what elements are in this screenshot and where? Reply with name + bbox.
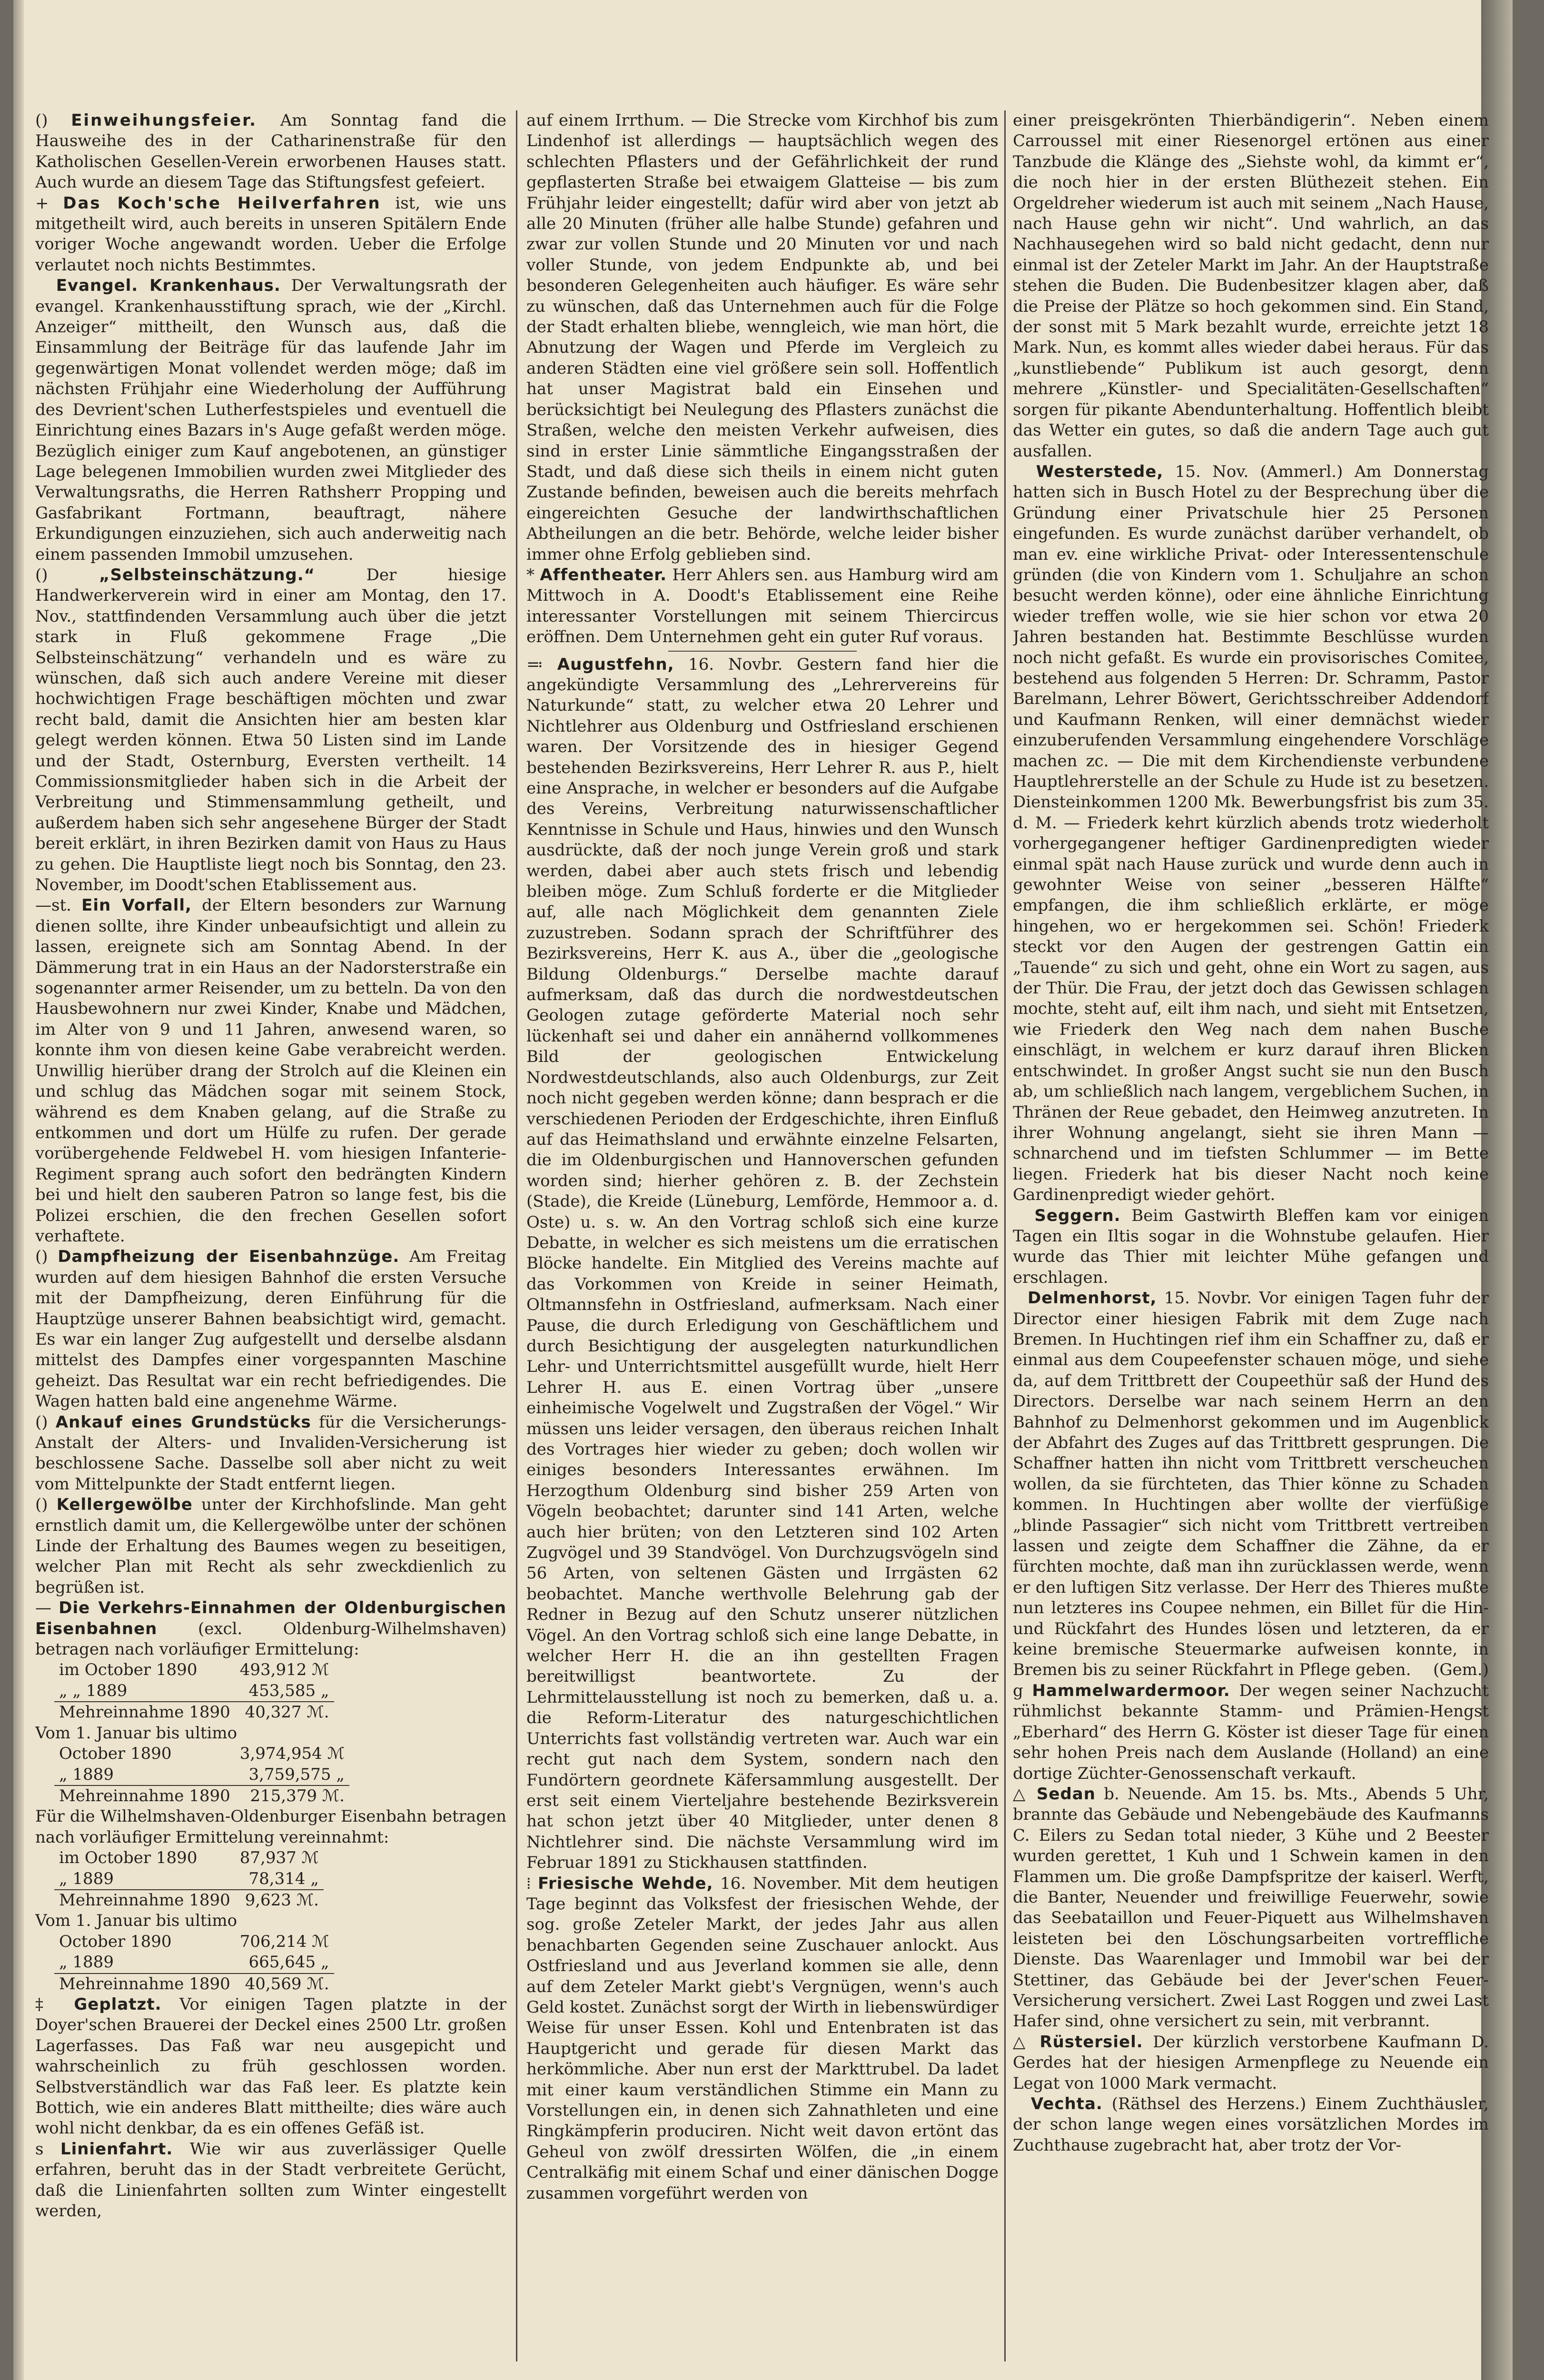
table-row: [54, 1869, 324, 1890]
article-augustfehn: ≕ Augustfehn, 16. Novbr. Gestern fand hier die angekündigte Versammlung des „Lehrervereins für Naturkunde“ statt, zu welcher etwa 20 Lehrer und Nichtlehrer aus Oldenburg und Ostfriesland erschienen waren. Der Vorsitzende des in hiesiger Gegend bestehenden Bezirksvereins, Herr Lehrer R. aus P., hielt eine Ansprache, in welcher er besonders auf die Aufgabe des Vereins, Verbreitung naturwissenschaftlicher Kenntnisse in Schule und Haus, hinwies und den Wunsch ausdrückte, daß der noch junge Verein groß und stark werden, dabei aber auch stets frisch und lebendig bleiben möge. Zum Schluß forderte er die Mitglieder auf, alle nach Möglichkeit dem genannten Ziele zuzustreben. Sodann sprach der Schriftführer des Bezirksvereins, Herr K. aus A., über die „geologische Bildung Oldenburgs.“ Derselbe machte darauf aufmerksam, daß das durch die nordwestdeutschen Geologen zutage geförderte Material noch sehr lückenhaft sei und daher ein annähernd vollkommenes Bild der geologischen Entwickelung Nordwestdeutschlands, also auch Oldenburgs, zur Zeit noch nicht gegeben werden könne; dann besprach er die verschiedenen Perioden der Erdgeschichte, ihren Einfluß auf das Heimathsland und erwähnte einzelne Felsarten, die im Oldenburgischen und Hannoverschen gefunden worden sind; hierher gehören z. B. der Zechstein (Stade), die Kreide (Lüneburg, Lemförde, Hemmoor a. d. Oste) u. s. w. An den Vortrag schloß sich eine kurze Debatte, in welcher es sich meistens um die erratischen Blöcke handelte. Ein Mitglied des Vereins machte auf das Vorkommen von Kreide in seiner Heimath, Oltmannsfehn in Ostfriesland, aufmerksam. Nach einer Pause, die durch Erledigung von Geschäftlichem und durch Besichtigung der ausgelegten naturkundlichen Lehr- und Unterrichtsmittel ausgefüllt wurde, hielt Herr Lehrer H. aus E. einen Vortrag über „unsere einheimische Vogelwelt und Zugstraßen der Vögel.“ Wir müssen uns leider versagen, den überaus reichen Inhalt des Vortrages hier wieder zu geben; doch wollen wir einiges besonders Interessantes erwähnen. Im Herzogthum Oldenburg sind bisher 259 Arten von Vögeln beobachtet; darunter sind 141 Arten, welche auch hier brüten; von den Letzteren sind 102 Arten Zugvögel und 39 Standvögel. Von Durchzugsvögeln sind 56 Arten, von seltenen Gästen und Irrgästen 62 beobachtet. Manche werthvolle Belehrung gab der Redner in Bezug auf den Schutz unserer nützlichen Vögel. An den Vortrag schloß sich eine lange Debatte, in welcher Herr H. die an ihn gestellten Fragen bereitwilligst beantwortete. Zu der Lehrmittelausstellung ist noch zu bemerken, daß u. a. die Reform-Literatur des naturgeschichtlichen Unterrichts fast vollständig vertreten war. Auch war ein recht gut nach dem System, sondern nach den Fundörtern geordnete Käfersammlung ausgestellt. Der erst seit einem Vierteljahre bestehende Bezirksverein hat schon jetzt über 40 Mitglieder, unter denen 8 Nichtlehrer sind. Die nächste Versammlung wird im Februar 1891 zu Stickhausen stattfinden.: [526, 654, 999, 1873]
article-heading: Evangel. Krankenhaus.: [56, 276, 281, 296]
column-rule-2: [1004, 110, 1006, 2361]
table-row: [54, 1744, 349, 1764]
article-heilverfahren: + Das Koch'sche Heilverfahren ist, wie uns mitgetheilt wird, auch bereits in unseren Spitälern Ende voriger Woche angewandt worden. Ueber die Erfolge verlautet noch nichts Bestimmtes.: [35, 193, 506, 275]
table-row: [54, 1660, 334, 1680]
section-divider: [668, 651, 857, 652]
article-geplatzt: ‡ Geplatzt. Vor einigen Tagen platzte in der Doyer'schen Brauerei der Deckel eines 2500 Ltr. großen Lagerfasses. Das Faß war neu ausgepicht und wahrscheinlich zu früh geschlossen worden. Selbstverständlich war das Faß leer. Es platzte kein Bottich, wie ein anderes Blatt mittheilte; dies wäre auch wohl nicht denkbar, da es ein offenes Gefäß ist.: [35, 1994, 506, 2138]
article-heading: Westerstede,: [1036, 462, 1164, 481]
table-row: [54, 1952, 334, 1973]
table-cell-value: 40,327 ℳ.: [235, 1702, 334, 1723]
article-text: (Räthsel des Herzens.) Einem Zuchthäusler, der schon lange wegen eines vorsätzlichen Mordes im Zuchthause zugebracht hat, aber trotz der Vor-: [1013, 2094, 1489, 2155]
article-heading: Augustfehn,: [557, 654, 674, 674]
table-cell-label: Mehreinnahme 1890: [54, 1890, 235, 1911]
table-cell-value: 87,937 ℳ: [239, 1848, 319, 1868]
table-cell-value: 665,645 „: [248, 1953, 329, 1972]
article-verkehrseinnahmen: — Die Verkehrs-Einnahmen der Oldenburgischen Eisenbahnen (excl. Oldenburg-Wilhelmshaven) betragen nach vorläufiger Ermittelung:: [35, 1598, 506, 1659]
table-cell-label: im October 1890: [59, 1848, 198, 1868]
article-heading: Sedan: [1036, 1784, 1096, 1804]
article-text: Für die Wilhelmshaven-Oldenburger Eisenbahn betragen nach vorläufiger Ermittelung vereinnahmt:: [35, 1807, 506, 1847]
article-heading: Geplatzt.: [74, 1994, 162, 2014]
article-text: Am Sonntag fand die Hausweihe des in der Catharinenstraße für den Katholischen Gesellen-Verein erworbenen Hauses statt. Auch wurde an diesem Tage das Stiftungsfest gefeiert.: [35, 111, 506, 192]
article-einweihungsfeier: () Einweihungsfeier. Am Sonntag fand die Hausweihe des in der Catharinenstraße für den Katholischen Gesellen-Verein erworbenen Hauses statt. Auch wurde an diesem Tage das Stiftungsfest gefeiert.: [35, 111, 506, 192]
article-text: 16. November. Mit dem heutigen Tage beginnt das Volksfest der friesischen Wehde, der sog. große Zeteler Markt, der jedes Jahr aus allen benachbarten Gegenden seine Zuschauer anlockt. Aus Ostfriesland und aus Jeverland kommen sie alle, denn auf dem Zeteler Markt giebt's Vergnügen, wenn's auch Geld kostet. Zunächst sorgt der Wirth in liebenswürdiger Weise für unser Essen. Kohl und Entenbraten ist das Hauptgericht und gerade für diesen Markt das herkömmliche. Aber nun erst der Markttrubel. Da ladet mit einer kaum verständlichen Stimme ein Mann zu Vorstellungen ein, in denen sich Zahnathleten und eine Ringkämpferin produciren. Nicht weit davon ertönt das Geheul von zwölf dressirten Wölfen, die „in einem Centralkäfig mit einem Schaf und einer dänischen Dogge zusammen vorgeführt werden von: [526, 1874, 999, 2203]
table-intro: Vom 1. Januar bis ultimo: [35, 1723, 238, 1743]
table-cell-label: „ 1889: [59, 1765, 114, 1784]
column-3: [1013, 110, 1489, 2371]
table-row-sum: [54, 1785, 349, 1806]
table-cell-value: 453,585 „: [248, 1681, 329, 1700]
article-linienfahrt: s Linienfahrt. Wie wir aus zuverlässiger Quelle erfahren, beruht das in der Stadt verbreitete Gerücht, daß die Linienfahrten sollten zum Winter eingestellt werden,: [35, 2139, 506, 2221]
article-text-continued: einer preisgekrönten Thierbändigerin“. Neben einem Carroussel mit einer Riesenorgel ertönen aus einer Tanzbude die Klänge des „Siehste wohl, da kimmt er“, die noch hier in der ersten Blüthezeit stehen. Ein Orgeldreher wiederum ist auch mit seinem „Nach Hause, nach Hause gehn wir nicht“. Und wahrlich, an das Nachhausegehen wird so bald nicht gedacht, denn nur einmal ist der Zeteler Markt im Jahr. An der Hauptstraße stehen die Buden. Die Budenbesitzer klagen aber, daß die Preise der Plätze so hoch gekommen sind. Ein Stand, der sonst mit 5 Mark bezahlt wurde, erreichte jetzt 18 Mark. Nun, es kommt alles wieder dabei heraus. Für das „kunstliebende“ Publikum ist auch gesorgt, denn mehrere „Künstler- und Specialitäten-Gesellschaften“ sorgen für pikante Abendunterhaltung. Hoffentlich bleibt das Wetter ein gutes, so daß die andern Tage auch gut ausfallen.: [1013, 111, 1489, 461]
article-text: Wie wir aus zuverlässiger Quelle erfahren, beruht das in der Stadt verbreitete Gerücht, daß die Linienfahrten sollten zum Winter eingestellt werden,: [35, 2139, 506, 2221]
article-heading: Einweihungsfeier.: [71, 111, 257, 130]
column-2: [526, 110, 999, 2371]
article-text: Herr Ahlers sen. aus Hamburg wird am Mittwoch in A. Doodt's Etablissement eine Reihe interessanter Vorstellungen mit seinem Thiercircus eröffnen. Dem Unternehmen geht ein guter Ruf voraus.: [526, 565, 999, 647]
article-vorfall: —st. Ein Vorfall, der Eltern besonders zur Warnung dienen sollte, ihre Kinder unbeaufsichtigt und allein zu lassen, ereignete sich am Sonntag Abend. In der Dämmerung trat in ein Haus an der Nadorsterstraße ein sogenannter armer Reisender, um zu betteln. Da von den Hausbewohnern nur zwei Kinder, Knabe und Mädchen, im Alter von 9 und 11 Jahren, anwesend waren, so konnte ihm von diesen keine Gabe verabreicht werden. Unwillig hierüber drang der Strolch auf die Kleinen ein und schlug das Mädchen sogar mit seinem Stock, während es dem Knaben gelang, auf die Straße zu entkommen und dort um Hülfe zu rufen. Der gerade vorübergehende Feldwebel H. vom hiesigen Infanterie-Regiment sprang auch sofort den bedrängten Kindern bei und hielt den sauberen Patron so lange fest, bis die Polizei erschien, die den frechen Gesellen sofort verhaftete.: [35, 896, 506, 1246]
table-row: [54, 1765, 349, 1785]
table-row-sum: [54, 1702, 334, 1723]
article-heading: Kellergewölbe: [56, 1495, 193, 1515]
article-heading: Hammelwardermoor.: [1032, 1681, 1230, 1700]
article-ruestersiel: △ Rüstersiel. Der kürzlich verstorbene Kaufmann D. Gerdes hat der hiesigen Armenpflege zu Neuende ein Legat von 1000 Mark vermacht.: [1013, 2032, 1489, 2093]
table-cell-label: Mehreinnahme 1890: [54, 1973, 235, 1994]
article-text: ist, wie uns mitgetheilt wird, auch bereits in unseren Spitälern Ende voriger Woche angewandt worden. Ueber die Erfolge verlautet noch nichts Bestimmtes.: [35, 193, 506, 275]
table-row: [54, 1681, 334, 1702]
article-text: (excl. Oldenburg-Wilhelmshaven) betragen nach vorläufiger Ermittelung:: [35, 1619, 506, 1659]
article-text-continued: auf einem Irrthum. — Die Strecke vom Kirchhof bis zum Lindenhof ist allerdings — hauptsächlich wegen des schlechten Pflasters und der Gefährlichkeit der rund gepflasterten Straße bei etwaigem Glatteise — bis zum Frühjahr leider eingestellt; dafür wird aber von jetzt ab alle 20 Minuten (früher alle halbe Stunde) gefahren und zwar zur vollen Stunde und 20 Minuten vor und nach voller Stunde, von jedem Endpunkte ab, und bei besonderen Gelegenheiten auch häufiger. Es wäre sehr zu wünschen, daß das Unternehmen auch für die Folge der Stadt erhalten bliebe, wenngleich, wie man hört, die Abnutzung der Wagen und Pferde im Vergleich zu anderen Städten eine viel größere sein soll. Hoffentlich hat unser Magistrat bald ein Einsehen und berücksichtigt bei Neulegung des Pflasters zunächst die Straßen, welche den meisten Verkehr aufweisen, dies sind in erster Linie sämmtliche Eingangsstraßen der Stadt, und daß diese sich theils in einem nicht guten Zustande befinden, beweisen auch die bereits mehrfach eingereichten Gesuche der landwirthschaftlichen Abtheilungen an die betr. Behörde, welche leider bisher immer ohne Erfolg geblieben sind.: [526, 111, 999, 564]
table-cell-value: 9,623 ℳ.: [235, 1890, 324, 1911]
table-cell-value: 215,379 ℳ.: [235, 1785, 349, 1806]
article-friesische-wehde: ⁞ Friesische Wehde, 16. November. Mit dem heutigen Tage beginnt das Volksfest der friesischen Wehde, der sog. große Zeteler Markt, der jedes Jahr aus allen benachbarten Gegenden seine Zuschauer anlockt. Aus Ostfriesland und aus Jeverland kommen sie alle, denn auf dem Zeteler Markt giebt's Vergnügen, wenn's auch Geld kostet. Zunächst sorgt der Wirth in liebenswürdiger Weise für unser Essen. Kohl und Entenbraten ist das Hauptgericht und gerade für diesen Markt das herkömmliche. Aber nun erst der Markttrubel. Da ladet mit einer kaum verständlichen Stimme ein Mann zu Vorstellungen ein, in denen sich Zahnathleten und eine Ringkämpferin produciren. Nicht weit davon ertönt das Geheul von zwölf dressirten Wölfen, die „in einem Centralkäfig mit einem Schaf und einer dänischen Dogge zusammen vorgeführt werden von: [526, 1874, 999, 2203]
table-cell-value: 493,912 ℳ: [239, 1660, 329, 1680]
article-kellergewoelbe: () Kellergewölbe unter der Kirchhofslinde. Man geht ernstlich damit um, die Kellergewölbe unter der schönen Linde der Erhaltung des Baumes wegen zu beseitigen, welcher Plan mit Recht als sehr zweckdienlich zu begrüßen ist.: [35, 1495, 506, 1597]
article-heading: Rüstersiel.: [1039, 2032, 1143, 2052]
article-heading: Linienfahrt.: [60, 2139, 173, 2159]
article-text: 16. Novbr. Gestern fand hier die angekündigte Versammlung des „Lehrervereins für Naturkunde“ statt, zu welcher etwa 20 Lehrer und Nichtlehrer aus Oldenburg und Ostfriesland erschienen waren. Der Vorsitzende des in hiesiger Gegend bestehenden Bezirksvereins, Herr Lehrer R. aus P., hielt eine Ansprache, in welcher er besonders auf die Aufgabe des Vereins, Verbreitung naturwissenschaftlicher Kenntnisse in Schule und Haus, hinwies und den Wunsch ausdrückte, daß der noch junge Verein groß und stark werden, dabei aber auch stets frisch und lebendig bleiben möge. Zum Schluß forderte er die Mitglieder auf, alle nach Möglichkeit dem genannten Ziele zuzustreben. Sodann sprach der Schriftführer des Bezirksvereins, Herr K. aus A., über die „geologische Bildung Oldenburgs.“ Derselbe machte darauf aufmerksam, daß das durch die nordwestdeutschen Geologen zutage geförderte Material noch sehr lückenhaft sei und daher ein annähernd vollkommenes Bild der geologischen Entwickelung Nordwestdeutschlands, also auch Oldenburgs, zur Zeit noch nicht gegeben werden könne; dann besprach er die verschiedenen Perioden der Erdgeschichte, ihren Einfluß auf das Heimathsland und erwähnte einzelne Felsarten, die im Oldenburgischen und Hannoverschen gefunden worden sind; hierher gehören z. B. der Zechstein (Stade), die Kreide (Lüneburg, Lemförde, Hemmoor a. d. Oste) u. s. w. An den Vortrag schloß sich eine kurze Debatte, in welcher es sich meistens um die erratischen Blöcke handelte. Ein Mitglied des Vereins machte auf das Vorkommen von Kreide in seiner Heimath, Oltmannsfehn in Ostfriesland, aufmerksam. Nach einer Pause, die durch Erledigung von Geschäftlichem und durch Besichtigung der ausgelegten naturkundlichen Lehr- und Unterrichtsmittel ausgefüllt wurde, hielt Herr Lehrer H. aus E. einen Vortrag über „unsere einheimische Vogelwelt und Zugstraßen der Vögel.“ Wir müssen uns leider versagen, den überaus reichen Inhalt des Vortrages hier wieder zu geben; doch wollen wir einiges besonders Interessantes erwähnen. Im Herzogthum Oldenburg sind bisher 259 Arten von Vögeln beobachtet; darunter sind 141 Arten, welche auch hier brüten; von den Letzteren sind 102 Arten Zugvögel und 39 Standvögel. Von Durchzugsvögeln sind 56 Arten, von seltenen Gästen und Irrgästen 62 beobachtet. Manche werthvolle Belehrung gab der Redner in Bezug auf den Schutz unserer nützlichen Vögel. An den Vortrag schloß sich eine lange Debatte, in welcher Herr H. die an ihn gestellten Fragen bereitwilligst beantwortete. Zu der Lehrmittelausstellung ist noch zu bemerken, daß u. a. die Reform-Literatur des naturgeschichtlichen Unterrichts fast vollständig vertreten war. Auch war ein recht gut nach dem System, sondern nach den Fundörtern geordnete Käfersammlung ausgestellt. Der erst seit einem Vierteljahre bestehende Bezirksverein hat schon jetzt über 40 Mitglieder, unter denen 8 Nichtlehrer sind. Die nächste Versammlung wird im Februar 1891 zu Stickhausen stattfinden.: [526, 654, 999, 1873]
article-source: (Gem.): [1433, 1660, 1489, 1680]
article-westerstede: [1013, 462, 1489, 1206]
article-grundstueck: () Ankauf eines Grundstücks für die Versicherungs-Anstalt der Alters- und Invaliden-Versicherung ist beschlossene Sache. Dasselbe soll aber nicht zu weit vom Mittelpunkte der Stadt entfernt liegen.: [35, 1412, 506, 1494]
article-heading: Affentheater.: [540, 565, 667, 585]
table-cell-label: „ 1889: [59, 1953, 114, 1972]
table-cell-label: Mehreinnahme 1890: [54, 1785, 235, 1806]
article-text: Am Freitag wurden auf dem hiesigen Bahnhof die ersten Versuche mit der Dampfheizung, deren Einführung für die Hauptzüge unserer Bahnen beabsichtigt wird, gemacht. Es war ein langer Zug aufgestellt und derselbe alsdann mittelst des Dampfes einer vorgespannten Maschine geheizt. Das Resultat war ein recht befriedigendes. Die Wagen hatten bald eine angenehme Wärme.: [35, 1247, 506, 1411]
article-krankenhaus: [35, 276, 506, 565]
column-1: [35, 110, 506, 2371]
table-cell-value: 78,314 „: [248, 1869, 319, 1888]
article-text: Der Verwaltungsrath der evangel. Krankenhausstiftung sprach, wie der „Kirchl. Anzeiger“ mittheilt, den Wunsch aus, daß die Einsammlung der Beiträge für das laufende Jahr im gegenwärtigen Monat vollendet werden möge; daß im nächsten Frühjahr eine Wiederholung der Aufführung des Devrient'schen Lutherfestspieles und eventuell die Einrichtung eines Bazars in's Auge gefaßt werden möge. Bezüglich einiger zum Kauf angebotenen, an günstiger Lage belegenen Immobilien wurden zwei Mitglieder des Verwaltungsraths, die Herren Rathsherr Propping und Gasfabrikant Fortmann, beauftragt, nähere Erkundigungen einzuziehen, sich auch anderweitig nach einem passenden Immobil umzusehen.: [35, 276, 506, 564]
article-heading: Das Koch'sche Heilverfahren: [63, 193, 381, 213]
article-heading: „Selbsteinschätzung.“: [99, 565, 316, 585]
revenue-table-4: [54, 1932, 334, 1994]
column-rule-1: [516, 110, 517, 2361]
revenue-table-2: [54, 1744, 349, 1806]
article-text: unter der Kirchhofslinde. Man geht ernstlich damit um, die Kellergewölbe unter der schönen Linde der Erhaltung des Baumes wegen zu beseitigen, welcher Plan mit Recht als sehr zweckdienlich zu begrüßen ist.: [35, 1495, 506, 1597]
article-delmenhorst: [1013, 1288, 1489, 1681]
table-row-sum: [54, 1890, 324, 1911]
table-row: [54, 1848, 324, 1868]
table-cell-label: October 1890: [59, 1744, 172, 1764]
table-cell-value: 3,974,954 ℳ: [239, 1744, 345, 1764]
article-text: 15. Nov. (Ammerl.) Am Donnerstag hatten sich in Busch Hotel zu der Besprechung über die Gründung einer Privatschule hier 25 Personen eingefunden. Es wurde zunächst darüber verhandelt, ob man ev. eine wirkliche Privat- oder Interessentenschule gründen (die von Kindern vom 1. Schuljahre an schon besucht werden könne), oder eine ähnliche Einrichtung wieder treffen wolle, wie sie hier schon vor etwa 20 Jahren bestanden hat. Bestimmte Beschlüsse wurden noch nicht gefaßt. Es wurde ein provisorisches Comitee, bestehend aus folgenden 5 Herren: Dr. Schramm, Pastor Barelmann, Lehrer Böwert, Gerichtsschreiber Addendorf und Kaufmann Renken, will einer demnächst wieder einzuberufenden Versammlung eingehendere Vorschläge machen zc. — Die mit dem Kirchendienste verbundene Hauptlehrerstelle an der Schule zu Hude ist zu besetzen. Diensteinkommen 1200 Mk. Bewerbungsfrist bis zum 35. d. M. — Friederk kehrt kürzlich abends trotz wiederholt vorhergegangener heftiger Gardinenpredigten wieder einmal spät nach Hause zurück und wurde denn auch in gewohnter Weise von seiner „besseren Hälfte“ empfangen, die ihm schließlich erklärte, er möge hingehen, wo er hergekommen sei. Schön! Friederk steckt vor den Augen der gestrengen Gattin ein „Tauende“ zu sich und geht, ohne ein Wort zu sagen, aus der Thür. Die Frau, der jetzt doch das Gewissen schlagen mochte, steht auf, eilt ihm nach, und sieht mit Entsetzen, wie Friederk den Weg nach dem nahen Busche einschlägt, in welchem er kurz darauf ihren Blicken entschwindet. In großer Angst sucht sie nun den Busch ab, um schließlich nach langem, vergeblichem Suchen, in Thränen der Reue gebadet, den Heimweg anzutreten. In ihrer Wohnung angelangt, sieht sie ihren Mann — schnarchend und im tiefsten Schlummer — im Bette liegen. Friederk hat bis dieser Nacht noch keine Gardinenpredigt wieder gehört.: [1013, 462, 1489, 1205]
article-heading: Vechta.: [1030, 2094, 1103, 2113]
article-heading: Ein Vorfall,: [81, 896, 192, 915]
article-text: Der wegen seiner Nachzucht rühmlichst bekannte Stamm- und Prämien-Hengst „Eberhard“ des Herrn G. Köster ist dieser Tage für einen sehr hohen Preis nach dem Auslande (Holland) an eine dortige Züchter-Genossenschaft verkauft.: [1013, 1681, 1489, 1783]
article-vechta: [1013, 2094, 1489, 2156]
article-heading: Seggern.: [1034, 1206, 1121, 1225]
revenue-table-3: [54, 1848, 324, 1911]
table-cell-value: 706,214 ℳ: [239, 1932, 329, 1951]
revenue-table-1: [54, 1660, 334, 1723]
page-fold: [13, 0, 24, 2380]
article-text: b. Neuende. Am 15. bs. Mts., Abends 5 Uhr, brannte das Gebäude und Nebengebäude des Kaufmanns C. Eilers zu Sedan total nieder, 3 Kühe und 2 Beester wurden gerettet, 1 Kuh und 1 Schwein kamen in den Flammen um. Die große Dampfspritze der kaiserl. Werft, die Banter, Neuender und freiwillige Feuerwehr, sowie das Seebataillon und Feuer-Piquett aus Wilhelmshaven leisteten bei den Löschungsarbeiten vortreffliche Dienste. Das Waarenlager und Immobil war bei der Stettiner, das Gebäude bei der Jever'schen Feuer-Versicherung versichert. Zwei Last Roggen und zwei Last Hafer sind, ohne versichert zu sein, mit verbrannt.: [1013, 1784, 1489, 2031]
table-cell-value: 3,759,575 „: [248, 1765, 345, 1784]
article-seggern: [1013, 1206, 1489, 1289]
article-affentheater: * Affentheater. Herr Ahlers sen. aus Hamburg wird am Mittwoch in A. Doodt's Etablissement eine Reihe interessanter Vorstellungen mit seinem Thiercircus eröffnen. Dem Unternehmen geht ein guter Ruf voraus.: [526, 565, 999, 647]
article-heading: Delmenhorst,: [1028, 1289, 1157, 1308]
table-row-sum: [54, 1973, 334, 1994]
article-heading: Dampfheizung der Eisenbahnzüge.: [58, 1247, 400, 1267]
newspaper-page: [13, 0, 1513, 2380]
article-text: für die Versicherungs-Anstalt der Alters- und Invaliden-Versicherung ist beschlossene Sache. Dasselbe soll aber nicht zu weit vom Mittelpunkte der Stadt entfernt liegen.: [35, 1412, 506, 1494]
table-cell-label: „ „ 1889: [59, 1681, 128, 1700]
article-text: Beim Gastwirth Bleffen kam vor einigen Tagen ein Iltis sogar in die Wohnstube gelaufen. Hier wurde das Thier mit leichter Mühe gefangen und erschlagen.: [1013, 1206, 1489, 1287]
article-dampfheizung: () Dampfheizung der Eisenbahnzüge. Am Freitag wurden auf dem hiesigen Bahnhof die ersten Versuche mit der Dampfheizung, deren Einführung für die Hauptzüge unserer Bahnen beabsichtigt wird, gemacht. Es war ein langer Zug aufgestellt und derselbe alsdann mittelst des Dampfes einer vorgespannten Maschine geheizt. Das Resultat war ein recht befriedigendes. Die Wagen hatten bald eine angenehme Wärme.: [35, 1247, 506, 1411]
table-row: [54, 1932, 334, 1952]
article-heading: Ankauf eines Grundstücks: [55, 1412, 311, 1432]
table-cell-label: im October 1890: [59, 1660, 198, 1680]
article-sedan: △ Sedan b. Neuende. Am 15. bs. Mts., Abends 5 Uhr, brannte das Gebäude und Nebengebäude des Kaufmanns C. Eilers zu Sedan total nieder, 3 Kühe und 2 Beester wurden gerettet, 1 Kuh und 1 Schwein kamen in den Flammen um. Die große Dampfspritze der kaiserl. Werft, die Banter, Neuender und freiwillige Feuerwehr, sowie das Seebataillon und Feuer-Piquett aus Wilhelmshaven leisteten bei den Löschungsarbeiten vortreffliche Dienste. Das Waarenlager und Immobil war bei der Stettiner, das Gebäude bei der Jever'schen Feuer-Versicherung versichert. Zwei Last Roggen und zwei Last Hafer sind, ohne versichert zu sein, mit verbrannt.: [1013, 1784, 1489, 2031]
table-cell-value: 40,569 ℳ.: [235, 1973, 334, 1994]
article-selbsteinschaetzung: () „Selbsteinschätzung.“ Der hiesige Handwerkerverein wird in einer am Montag, den 17. Nov., stattfindenden Versammlung auch über die jetzt stark in Fluß gekommene Frage „Die Selbsteinschätzung“ verhandeln und es wäre zu wünschen, daß sich auch andere Vereine mit dieser hochwichtigen Frage beschäftigen möchten und zwar recht bald, damit die Ansichten hier am besten klar gelegt werden können. Etwa 50 Listen sind im Lande und der Stadt, Osternburg, Eversten vertheilt. 14 Commissionsmitglieder haben sich in die Arbeit der Verbreitung und Stimmensammlung getheilt, und außerdem haben sich sehr angesehene Bürger der Stadt bereit erklärt, in ihren Bezirken damit von Haus zu Haus zu gehen. Die Hauptliste liegt noch bis Sonntag, den 23. November, im Doodt'schen Etablissement aus.: [35, 565, 506, 895]
table-intro: Vom 1. Januar bis ultimo: [35, 1911, 238, 1931]
article-text: der Eltern besonders zur Warnung dienen sollte, ihre Kinder unbeaufsichtigt und allein zu lassen, ereignete sich am Sonntag Abend. In der Dämmerung trat in ein Haus an der Nadorsterstraße ein sogenannter armer Reisender, um zu betteln. Da von den Hausbewohnern nur zwei Kinder, Knabe und Mädchen, im Alter von 9 und 11 Jahren, anwesend waren, so konnte ihm von diesen keine Gabe verabreicht werden. Unwillig hierüber drang der Strolch auf die Kleinen ein und schlug das Mädchen sogar mit seinem Stock, während es dem Knaben gelang, auf die Straße zu entkommen und dort um Hülfe zu rufen. Der gerade vorübergehende Feldwebel H. vom hiesigen Infanterie-Regiment sprang auch sofort den bedrängten Kindern bei und hielt den sauberen Patron so lange fest, bis die Polizei erschien, die den frechen Gesellen sofort verhaftete.: [35, 896, 506, 1246]
article-text: Der kürzlich verstorbene Kaufmann D. Gerdes hat der hiesigen Armenpflege zu Neuende ein Legat von 1000 Mark vermacht.: [1013, 2032, 1489, 2093]
article-heading: Friesische Wehde,: [537, 1874, 713, 1893]
table-cell-label: „ 1889: [59, 1869, 114, 1888]
article-text: Vor einigen Tagen platzte in der Doyer'schen Brauerei der Deckel eines 2500 Ltr. großen Lagerfasses. Das Faß war neu ausgepicht und wahrscheinlich zu früh geschlossen worden. Selbstverständlich war das Faß leer. Es platzte kein Bottich, wie ein anderes Blatt mittheilte; dies wäre auch wohl nicht denkbar, da es ein offenes Gefäß ist.: [35, 1994, 506, 2138]
article-hammelwardermoor: g Hammelwardermoor. Der wegen seiner Nachzucht rühmlichst bekannte Stamm- und Prämien-Hengst „Eberhard“ des Herrn G. Köster ist dieser Tage für einen sehr hohen Preis nach dem Auslande (Holland) an eine dortige Züchter-Genossenschaft verkauft.: [1013, 1681, 1489, 1783]
table-cell-label: Mehreinnahme 1890: [54, 1702, 235, 1723]
article-text: Der hiesige Handwerkerverein wird in einer am Montag, den 17. Nov., stattfindenden Versammlung auch über die jetzt stark in Fluß gekommene Frage „Die Selbsteinschätzung“ verhandeln und es wäre zu wünschen, daß sich auch andere Vereine mit dieser hochwichtigen Frage beschäftigen möchten und zwar recht bald, damit die Ansichten hier am besten klar gelegt werden können. Etwa 50 Listen sind im Lande und der Stadt, Osternburg, Eversten vertheilt. 14 Commissionsmitglieder haben sich in die Arbeit der Verbreitung und Stimmensammlung getheilt, und außerdem haben sich sehr angesehene Bürger der Stadt bereit erklärt, in ihren Bezirken damit von Haus zu Haus zu gehen. Die Hauptliste liegt noch bis Sonntag, den 23. November, im Doodt'schen Etablissement aus.: [35, 565, 506, 895]
article-heading: Die Verkehrs-Einnahmen der Oldenburgischen Eisenbahnen: [35, 1598, 506, 1638]
article-text: 15. Novbr. Vor einigen Tagen fuhr der Director einer hiesigen Fabrik mit dem Zuge nach Bremen. In Huchtingen rief ihm ein Schaffner zu, daß er einmal aus dem Coupeefenster schauen möge, und siehe da, auf dem Trittbrett der Coupeethür saß der Hund des Directors. Derselbe war nach seinem Herrn an den Bahnhof zu Delmenhorst gekommen und im Augenblick der Abfahrt des Zuges auf das Trittbrett gesprungen. Die Schaffner hatten ihn nicht vom Trittbrett verscheuchen wollen, da sie fürchteten, das Thier könne zu Schaden kommen. In Huchtingen aber wollte der vierfüßige „blinde Passagier“ sich nicht vom Trittbrett vertreiben lassen und zeigte dem Schaffner die Zähne, da er fürchten mochte, daß man ihn zurücklassen werde, wenn er den luftigen Sitz verlasse. Der Herr des Thieres mußte nun letzteres ins Coupee nehmen, ein Billet für die Hin- und Rückfahrt des Hundes lösen und letzteren, da er keine bremische Steuermarke aufweisen konnte, in Bremen bis zu seiner Rückfahrt in Pflege geben.: [1013, 1289, 1489, 1680]
table-cell-label: October 1890: [59, 1932, 172, 1951]
